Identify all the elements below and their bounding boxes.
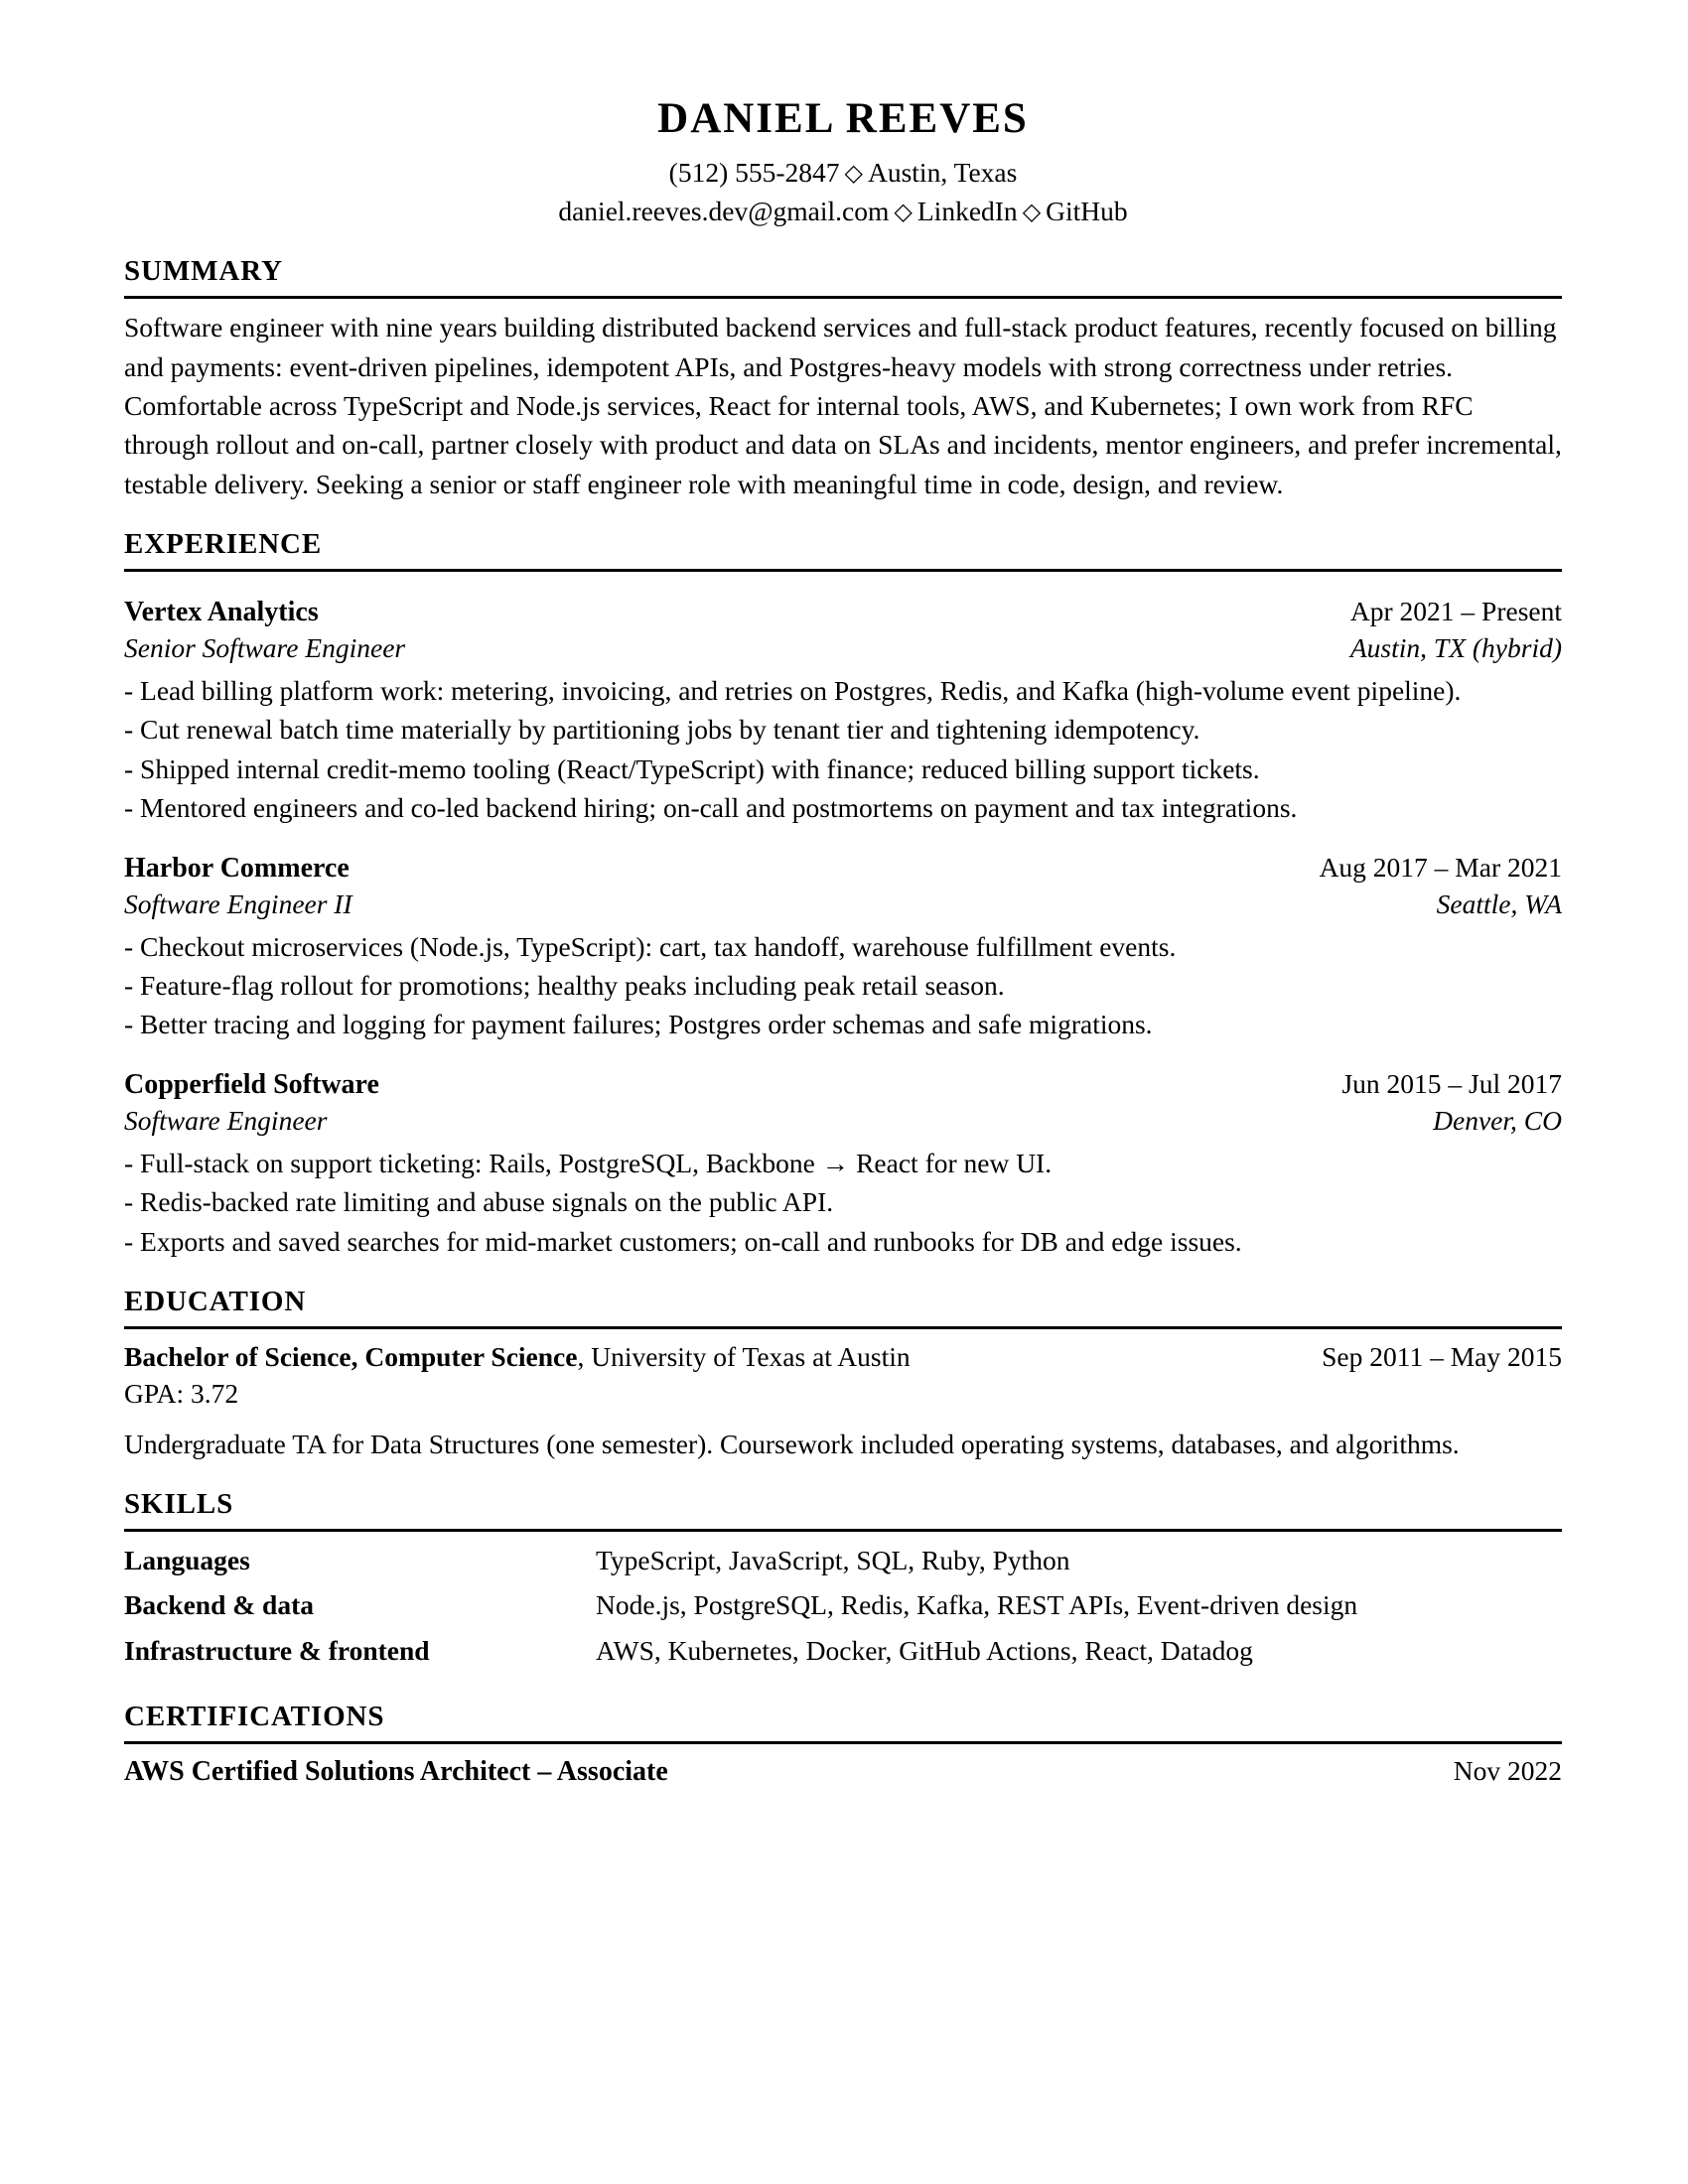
list-item: - Exports and saved searches for mid-market customers; on-call and runbooks for DB and edge issues. — [124, 1222, 1562, 1261]
summary-text: Software engineer with nine years building distributed backend services and full-stack product features, recently focused on billing and payments: event-driven pipelines, idempotent APIs, and Postgres-heavy models with strong correctness under retries. Comfortable across TypeScript and Node.js services, React for internal tools, AWS, and Kubernetes; I own work from RFC through rollout and on-call, partner closely with product and data on SLAs and incidents, mentor engineers, and prefer incremental, testable delivery. Seeking a senior or staff engineer role with meaningful time in code, design, and review. — [124, 312, 1562, 499]
list-item: - Cut renewal batch time materially by partitioning jobs by tenant tier and tightening idempotency. — [124, 710, 1562, 749]
responsibility-list — [124, 1144, 1562, 1261]
phone-number: (512) 555-2847 — [668, 157, 840, 189]
employment-dates: Jun 2015 – Jul 2017 — [1341, 1067, 1562, 1099]
email-address[interactable]: daniel.reeves.dev@gmail.com — [558, 196, 890, 227]
location-text: Austin, Texas — [867, 157, 1018, 189]
job-location: Denver, CO — [1433, 1105, 1562, 1137]
candidate-name: DANIEL REEVES — [657, 95, 1029, 142]
list-item: - Lead billing platform work: metering, invoicing, and retries on Postgres, Redis, and Kafka (high-volume event pipeline). — [124, 671, 1562, 710]
list-item: - Full-stack on support ticketing: Rails, PostgreSQL, Backbone → React for new UI. — [124, 1144, 1562, 1182]
contact-line-primary — [124, 153, 1562, 192]
contact-line-secondary — [124, 192, 1562, 230]
linkedin-link[interactable]: LinkedIn — [916, 196, 1018, 227]
section-title-summary: SUMMARY — [124, 255, 283, 288]
experience-entry-subheader — [124, 887, 1562, 923]
section-title-education: EDUCATION — [124, 1286, 307, 1318]
institution-name: , University of Texas at Austin — [577, 1340, 911, 1372]
experience-entry-subheader — [124, 1103, 1562, 1140]
certification-date: Nov 2022 — [1453, 1754, 1562, 1786]
experience-entry — [124, 850, 1562, 1044]
responsibility-list — [124, 927, 1562, 1044]
section-divider — [124, 1529, 1562, 1532]
diamond-separator-icon: ◇ — [1022, 200, 1042, 226]
experience-entry — [124, 1066, 1562, 1261]
skill-values: TypeScript, JavaScript, SQL, Ruby, Python — [596, 1544, 1070, 1575]
education-entry-header — [124, 1338, 1562, 1375]
experience-entry-subheader — [124, 630, 1562, 667]
section-summary — [124, 254, 1562, 503]
gpa-text: GPA: 3.72 — [124, 1378, 239, 1410]
skill-values: AWS, Kubernetes, Docker, GitHub Actions, React, Datadog — [596, 1634, 1253, 1666]
certification-name: AWS Certified Solutions Architect – Associate — [124, 1755, 668, 1787]
section-divider — [124, 569, 1562, 572]
company-name: Copperfield Software — [124, 1068, 379, 1100]
degree-line — [124, 1338, 911, 1375]
experience-entry — [124, 594, 1562, 828]
section-title-experience: EXPERIENCE — [124, 528, 323, 561]
responsibility-list — [124, 671, 1562, 828]
table-row — [124, 1631, 1562, 1676]
job-title: Senior Software Engineer — [124, 632, 406, 664]
skill-category-label: Languages — [124, 1544, 250, 1575]
skill-category-label: Backend & data — [124, 1589, 314, 1621]
section-title-skills: SKILLS — [124, 1488, 234, 1521]
section-divider — [124, 296, 1562, 299]
section-skills — [124, 1487, 1562, 1676]
skill-category-label: Infrastructure & frontend — [124, 1634, 430, 1666]
skill-values: Node.js, PostgreSQL, Redis, Kafka, REST APIs, Event-driven design — [596, 1589, 1358, 1621]
skills-table — [124, 1541, 1562, 1676]
section-experience — [124, 527, 1562, 1261]
company-name: Harbor Commerce — [124, 852, 350, 884]
education-dates: Sep 2011 – May 2015 — [1322, 1340, 1562, 1372]
section-title-certifications: CERTIFICATIONS — [124, 1700, 385, 1732]
section-education — [124, 1285, 1562, 1463]
table-row — [124, 1585, 1562, 1630]
list-item: - Shipped internal credit-memo tooling (React/TypeScript) with finance; reduced billing support tickets. — [124, 750, 1562, 788]
job-location: Seattle, WA — [1436, 888, 1562, 920]
experience-entry-header — [124, 850, 1562, 887]
job-title: Software Engineer — [124, 1105, 328, 1137]
table-row — [124, 1541, 1562, 1585]
experience-entry-header — [124, 1066, 1562, 1103]
education-note: Undergraduate TA for Data Structures (one semester). Coursework included operating systems, databases, and algorithms. — [124, 1428, 1460, 1459]
list-item: - Redis-backed rate limiting and abuse signals on the public API. — [124, 1182, 1562, 1221]
list-item: - Mentored engineers and co-led backend hiring; on-call and postmortems on payment and tax integrations. — [124, 788, 1562, 827]
github-link[interactable]: GitHub — [1046, 196, 1128, 227]
diamond-separator-icon: ◇ — [844, 161, 863, 188]
experience-entry-header — [124, 594, 1562, 630]
list-item: - Checkout microservices (Node.js, TypeScript): cart, tax handoff, warehouse fulfillment events. — [124, 927, 1562, 966]
list-item: - Feature-flag rollout for promotions; healthy peaks including peak retail season. — [124, 966, 1562, 1005]
diamond-separator-icon: ◇ — [894, 200, 913, 226]
employment-dates: Aug 2017 – Mar 2021 — [1319, 851, 1562, 883]
section-divider — [124, 1741, 1562, 1744]
section-certifications — [124, 1700, 1562, 1790]
resume-header — [124, 95, 1562, 230]
section-divider — [124, 1326, 1562, 1329]
job-location: Austin, TX (hybrid) — [1349, 632, 1562, 664]
job-title: Software Engineer II — [124, 888, 352, 920]
degree-name: Bachelor of Science, Computer Science — [124, 1340, 578, 1372]
list-item: - Better tracing and logging for payment failures; Postgres order schemas and safe migrations. — [124, 1005, 1562, 1043]
certification-entry — [124, 1753, 1562, 1790]
employment-dates: Apr 2021 – Present — [1349, 596, 1562, 627]
company-name: Vertex Analytics — [124, 597, 319, 628]
